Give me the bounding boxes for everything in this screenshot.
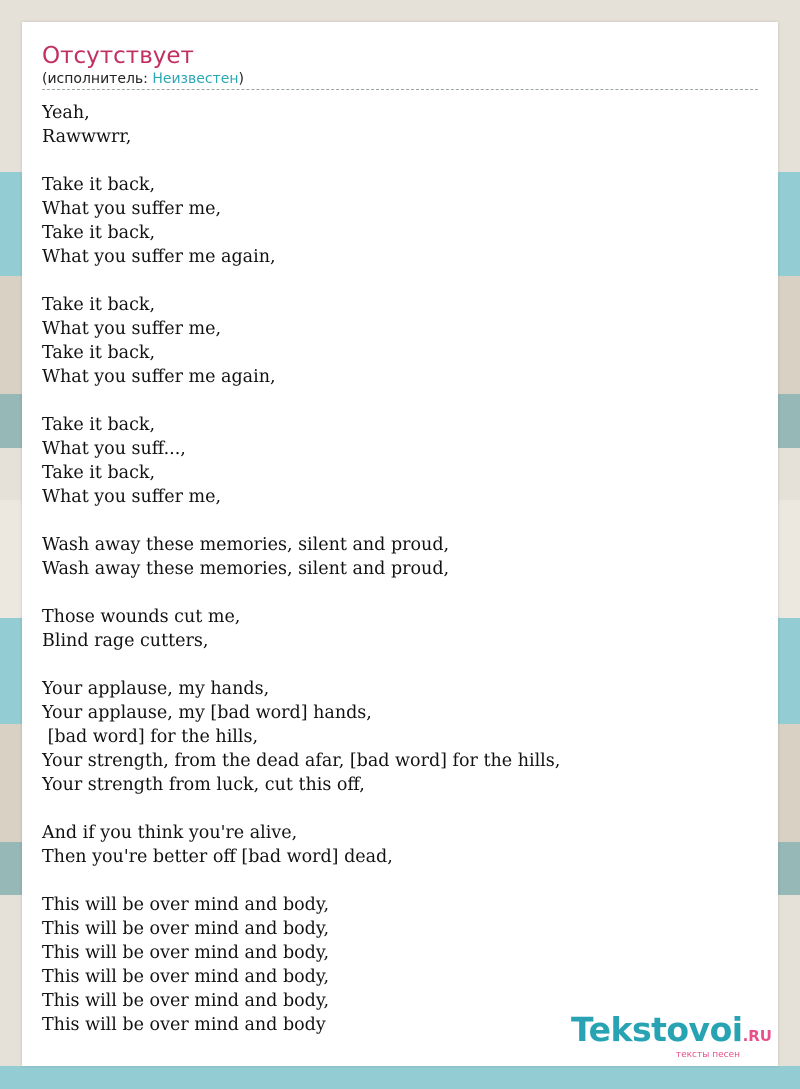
- lyric-line: Take it back,: [42, 463, 156, 483]
- logo-subtitle: тексты песен: [675, 1050, 740, 1060]
- lyric-line: Take it back,: [42, 415, 156, 435]
- lyric-line: What you suffer me,: [42, 319, 222, 339]
- lyric-stanza-break: [42, 797, 758, 821]
- lyric-line: Then you're better off [bad word] dead,: [42, 847, 393, 867]
- lyric-stanza-break: [42, 581, 758, 605]
- lyric-line: Take it back,: [42, 295, 156, 315]
- lyric-line: Rawwwrr,: [42, 127, 132, 147]
- lyric-line: Take it back,: [42, 343, 156, 363]
- lyric-line: This will be over mind and body,: [42, 943, 330, 963]
- lyric-line: Those wounds cut me,: [42, 607, 241, 627]
- lyric-stanza-break: [42, 149, 758, 173]
- lyric-stanza-break: [42, 653, 758, 677]
- lyric-line: This will be over mind and body: [42, 1015, 326, 1035]
- lyric-line: Your strength, from the dead afar, [bad word] for the hills,: [42, 751, 561, 771]
- lyric-line: Your applause, my hands,: [42, 679, 270, 699]
- lyric-line: And if you think you're alive,: [42, 823, 298, 843]
- lyric-stanza-break: [42, 389, 758, 413]
- lyric-line: Yeah,: [42, 103, 90, 123]
- logo-main-text: Tekstovoi: [571, 1010, 743, 1049]
- lyric-line: Wash away these memories, silent and proud,: [42, 559, 450, 579]
- logo-wordmark: [571, 1010, 772, 1052]
- artist-prefix: (исполнитель:: [42, 71, 153, 87]
- lyric-line: Wash away these memories, silent and proud,: [42, 535, 450, 555]
- lyric-line: What you suff...,: [42, 439, 186, 459]
- artist-line: [42, 70, 758, 88]
- lyrics-text: [42, 101, 758, 1037]
- lyric-stanza-break: [42, 269, 758, 293]
- lyric-line: What you suffer me again,: [42, 367, 276, 387]
- artist-link[interactable]: Неизвестен: [152, 71, 239, 87]
- lyric-line: Take it back,: [42, 223, 156, 243]
- song-header: [42, 42, 758, 90]
- lyric-line: This will be over mind and body,: [42, 895, 330, 915]
- lyric-line: What you suffer me,: [42, 199, 222, 219]
- lyric-line: What you suffer me,: [42, 487, 222, 507]
- lyric-stanza-break: [42, 869, 758, 893]
- site-logo[interactable]: [571, 1010, 772, 1060]
- lyric-line: [bad word] for the hills,: [42, 727, 259, 747]
- lyrics-card: [22, 22, 778, 1066]
- lyric-line: This will be over mind and body,: [42, 919, 330, 939]
- lyric-stanza-break: [42, 509, 758, 533]
- lyric-line: What you suffer me again,: [42, 247, 276, 267]
- lyric-line: Your strength from luck, cut this off,: [42, 775, 365, 795]
- lyric-line: This will be over mind and body,: [42, 967, 330, 987]
- song-title: Отсутствует: [42, 43, 194, 69]
- logo-suffix: .RU: [742, 1027, 772, 1045]
- artist-suffix: ): [238, 71, 244, 87]
- lyric-line: Take it back,: [42, 175, 156, 195]
- lyric-line: Blind rage cutters,: [42, 631, 209, 651]
- lyric-line: Your applause, my [bad word] hands,: [42, 703, 372, 723]
- lyric-line: This will be over mind and body,: [42, 991, 330, 1011]
